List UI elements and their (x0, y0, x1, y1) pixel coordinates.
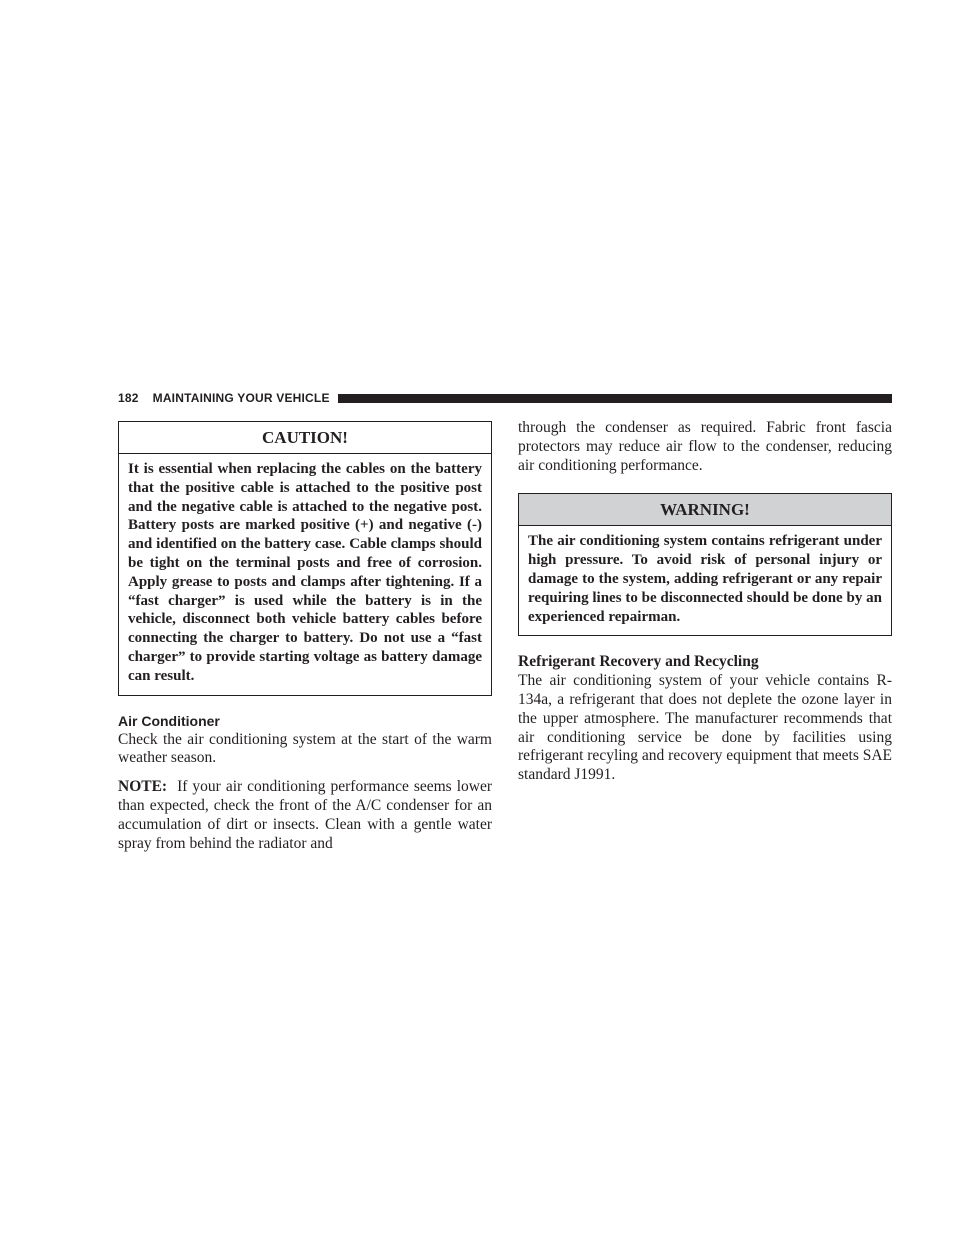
warning-box (518, 493, 892, 636)
refrigerant-paragraph: The air conditioning system of your vehicle contains R-134a, a refrigerant that does not deplete the ozone layer in the upper atmosphere. The manufacturer recommends that air conditioning service be done by facilities using refrigerant recyling and recovery equipment that meets SAE standard J1991. (518, 672, 893, 784)
caution-box (118, 421, 492, 696)
warning-title: WARNING! (519, 494, 891, 526)
caution-body: It is essential when replacing the cables on the battery that the positive cable is attached to the positive post and the negative cable is attached to the negative post. Battery posts are marked positive (+) and negative (-) and identified on the battery case. Cable clamps should be tight on the terminal posts and free of corrosion. Apply grease to posts and clamps after tightening. If a “fast charger” is used while the battery is in the vehicle, disconnect both vehicle battery cables before connecting the charger to battery. Do not use a “fast charger” to provide starting voltage as battery damage can result. (128, 461, 482, 684)
refrigerant-heading: Refrigerant Recovery and Recycling (518, 653, 759, 671)
caution-title: CAUTION! (119, 422, 491, 454)
right-column (518, 419, 892, 785)
air-conditioner-paragraph: Check the air conditioning system at the start of the warm weather season. (118, 730, 492, 767)
left-column (118, 421, 492, 853)
note-text: If your air conditioning performance seems lower than expected, check the front of the A/C condenser for an accumulation of dirt or insects. Clean with a gentle water spray from behind the radiator and (118, 778, 492, 852)
continuation-paragraph: through the condenser as required. Fabric front fascia protectors may reduce air flow to the condenser, reducing air conditioning performance. (518, 419, 892, 474)
header-rule (338, 394, 892, 403)
air-conditioner-heading: Air Conditioner (118, 712, 220, 729)
section-title: MAINTAINING YOUR VEHICLE (152, 391, 330, 405)
note-label: NOTE: (118, 778, 168, 796)
note-paragraph (118, 778, 492, 853)
page-number: 182 (118, 391, 139, 405)
page-header (118, 389, 892, 407)
warning-body: The air conditioning system contains refrigerant under high pressure. To avoid risk of personal injury or damage to the system, adding refrigerant or any repair requiring lines to be disconnected should be done by an experienced repairman. (528, 533, 882, 625)
